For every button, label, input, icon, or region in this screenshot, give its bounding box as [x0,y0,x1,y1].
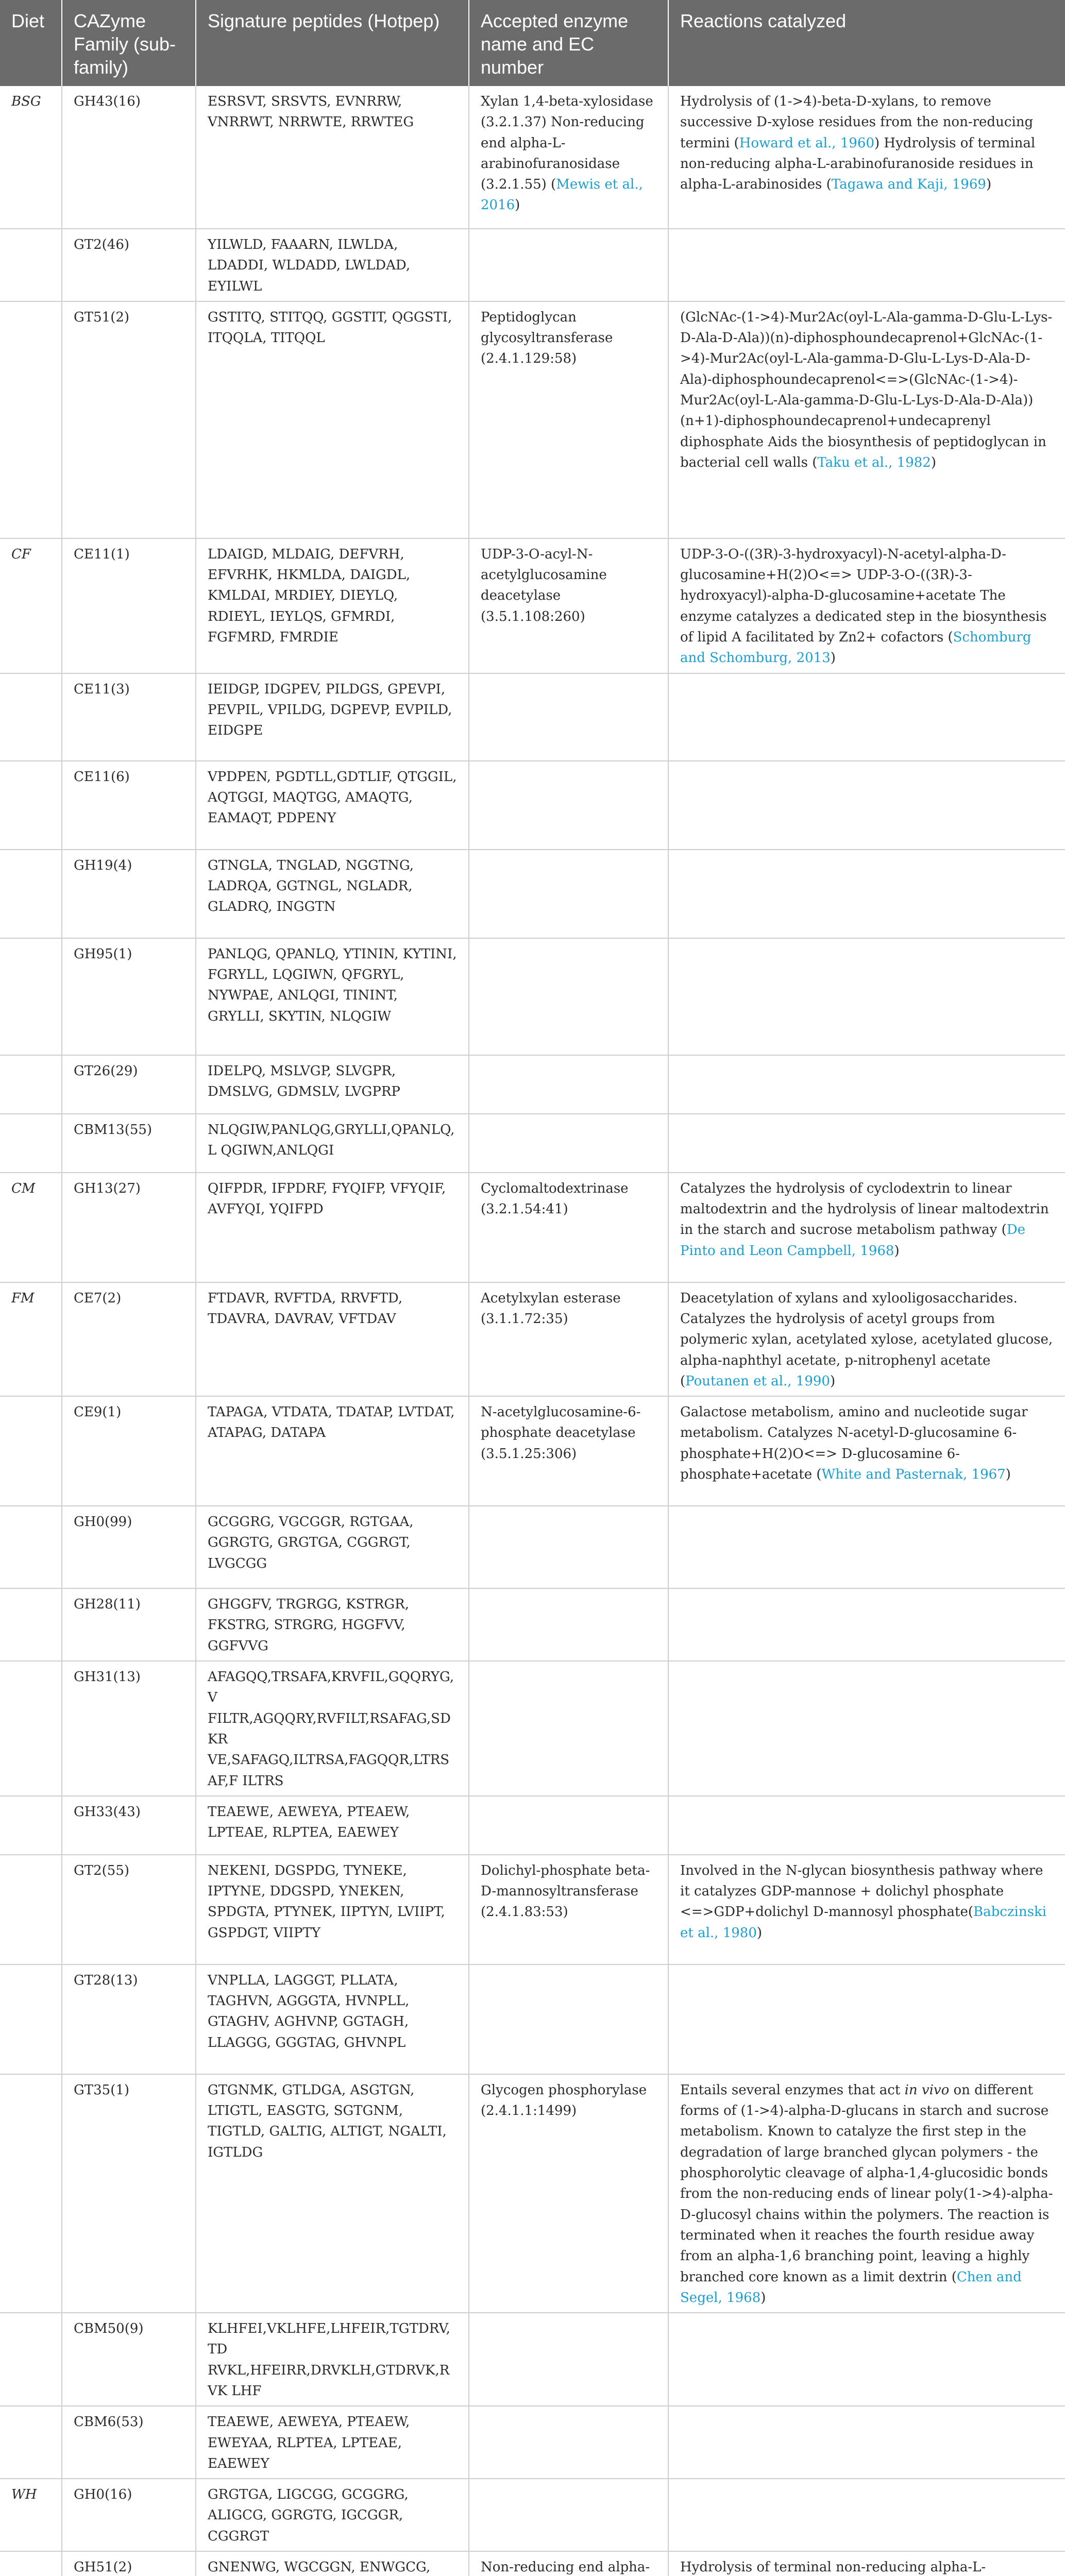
cell-enzyme: Acetylxylan esterase (3.1.1.72:35) [469,1282,668,1396]
cell-diet [0,229,62,301]
cell-family: GH95(1) [62,938,196,1055]
cell-family: CE11(6) [62,761,196,850]
table-row [0,673,1065,761]
cell-family: GT26(29) [62,1055,196,1114]
cell-peptides: IEIDGP, IDGPEV, PILDGS, GPEVPI, PEVPIL, VPILDG, DGPEVP, EVPILD, EIDGPE [196,673,469,761]
cell-enzyme [469,1055,668,1114]
table-header [0,0,1065,86]
cell-reactions [668,1055,1065,1114]
cell-family: CE11(1) [62,538,196,673]
header-diet: Diet [0,0,62,86]
cell-family: CE9(1) [62,1396,196,1506]
cell-family: CBM13(55) [62,1114,196,1173]
cell-diet [0,2551,62,2576]
cell-enzyme: Non-reducing end alpha- [469,2551,668,2576]
table-row [0,2406,1065,2479]
cell-reactions: Involved in the N-glycan biosynthesis pathway where it catalyzes GDP-mannose + dolichyl phosphate <=>GDP+dolichyl D-mannosyl phosphate(Babczinski et al., 1980) [668,1855,1065,1964]
reactions-italic: in vivo [904,2082,950,2098]
cell-reactions: Hydrolysis of (1->4)-beta-D-xylans, to remove successive D-xylose residues from the non-reducing termini (Howard et al., 1960) Hydrolysis of terminal non-reducing alpha-L-arabinofuranoside residues in alpha-L-arabinosides (Tagawa and Kaji, 1969) [668,86,1065,229]
cell-family: GH51(2) [62,2551,196,2576]
header-family: CAZyme Family (sub-family) [62,0,196,86]
table-row [0,2479,1065,2551]
cell-diet [0,938,62,1055]
citation-link[interactable]: White and Pasternak, 1967 [821,1467,1006,1483]
cell-peptides: GTNGLA, TNGLAD, NGGTNG, LADRQA, GGTNGL, NGLADR, GLADRQ, INGGTN [196,850,469,938]
cell-peptides: GSTITQ, STITQQ, GGSTIT, QGGSTI, ITQQLA, TITQQL [196,301,469,538]
cell-peptides: LDAIGD, MLDAIG, DEFVRH, EFVRHK, HKMLDA, DAIGDL, KMLDAI, MRDIEY, DIEYLQ, RDIEYL, IEYLQS, GFMRDI, FGFMRD, FMRDIE [196,538,469,673]
cell-reactions [668,1114,1065,1173]
cell-reactions: Galactose metabolism, amino and nucleotide sugar metabolism. Catalyzes N-acetyl-D-glucosamine 6-phosphate+H(2)O<=> D-glucosamine 6-phosphate+acetate (White and Pasternak, 1967) [668,1396,1065,1506]
cell-reactions [668,2313,1065,2406]
table-row [0,1282,1065,1396]
table-row [0,301,1065,538]
cell-enzyme [469,673,668,761]
cell-diet [0,2074,62,2313]
table-row [0,2551,1065,2576]
cell-peptides: VNPLLA, LAGGGT, PLLATA, TAGHVN, AGGGTA, HVNPLL, GTAGHV, AGHVNP, GGTAGH, LLAGGG, GGGTAG, GHVNPL [196,1964,469,2074]
citation-link[interactable]: Babczinski et al., 1980 [680,1904,1047,1941]
cell-reactions: Hydrolysis of terminal non-reducing alpha-L- [668,2551,1065,2576]
cell-family: GH28(11) [62,1588,196,1661]
citation-link[interactable]: Howard et al., 1960 [739,135,875,151]
cell-family: GH31(13) [62,1661,196,1796]
cell-peptides: NEKENI, DGSPDG, TYNEKE, IPTYNE, DDGSPD, YNEKEN, SPDGTA, PTYNEK, IIPTYN, LVIIPT, GSPDGT, VIIPTY [196,1855,469,1964]
cell-enzyme: Cyclomaltodextrinase (3.2.1.54:41) [469,1173,668,1282]
cell-enzyme [469,1588,668,1661]
cell-reactions [668,850,1065,938]
cell-reactions [668,1506,1065,1588]
cell-family: CBM6(53) [62,2406,196,2479]
cell-peptides: GCGGRG, VGCGGR, RGTGAA, GGRGTG, GRGTGA, CGGRGT, LVGCGG [196,1506,469,1588]
table-row [0,229,1065,301]
cell-reactions [668,1796,1065,1855]
table-row [0,1506,1065,1588]
cell-enzyme [469,1964,668,2074]
cell-diet [0,1588,62,1661]
citation-link[interactable]: Schomburg and Schomburg, 2013 [680,630,1032,666]
cell-enzyme [469,1796,668,1855]
cell-enzyme [469,2313,668,2406]
cell-enzyme: Xylan 1,4-beta-xylosidase (3.2.1.37) Non-reducing end alpha-L-arabinofuranosidase (3.2.1.55) (Mewis et al., 2016) [469,86,668,229]
cell-family: GH0(99) [62,1506,196,1588]
cell-family: CE7(2) [62,1282,196,1396]
cell-peptides: AFAGQQ,TRSAFA,KRVFIL,GQQRYG,V FILTR,AGQQRY,RVFILT,RSAFAG,SDKR VE,SAFAGQ,ILTRSA,FAGQQR,LTRSAF,F ILTRS [196,1661,469,1796]
cell-family: GH33(43) [62,1796,196,1855]
cell-peptides: QIFPDR, IFPDRF, FYQIFP, VFYQIF, AVFYQI, YQIFPD [196,1173,469,1282]
cell-family: GT2(55) [62,1855,196,1964]
cell-peptides: NLQGIW,PANLQG,GRYLLI,QPANLQ,L QGIWN,ANLQGI [196,1114,469,1173]
cell-diet: CF [0,538,62,673]
reactions-text-start: Entails several enzymes that act [680,2082,905,2098]
cell-enzyme [469,761,668,850]
cell-peptides: TAPAGA, VTDATA, TDATAP, LVTDAT, ATAPAG, DATAPA [196,1396,469,1506]
cell-diet [0,1506,62,1588]
cell-diet [0,2406,62,2479]
cell-peptides: KLHFEI,VKLHFE,LHFEIR,TGTDRV,TD RVKL,HFEIRR,DRVKLH,GTDRVK,RVK LHF [196,2313,469,2406]
cell-enzyme: Glycogen phosphorylase (2.4.1.1:1499) [469,2074,668,2313]
cell-reactions [668,1588,1065,1661]
header-row [0,0,1065,86]
table-row [0,2074,1065,2313]
cell-reactions [668,2479,1065,2551]
cell-diet [0,1114,62,1173]
cell-family: GH43(16) [62,86,196,229]
table-row [0,850,1065,938]
cell-enzyme [469,2406,668,2479]
cell-family: GH19(4) [62,850,196,938]
table-row [0,538,1065,673]
cell-diet [0,1796,62,1855]
cell-family: GT28(13) [62,1964,196,2074]
cell-enzyme: Peptidoglycan glycosyltransferase (2.4.1.129:58) [469,301,668,538]
cell-diet [0,1396,62,1506]
cell-peptides: ESRSVT, SRSVTS, EVNRRW, VNRRWT, NRRWTE, RRWTEG [196,86,469,229]
cell-family: GH0(16) [62,2479,196,2551]
cell-reactions: (GlcNAc-(1->4)-Mur2Ac(oyl-L-Ala-gamma-D-Glu-L-Lys-D-Ala-D-Ala))(n)-diphosphoundecaprenol+GlcNAc-(1->4)-Mur2Ac(oyl-L-Ala-gamma-D-Glu-L-Lys-D-Ala-D-Ala)-diphosphoundecaprenol<=>(GlcNAc-(1->4)-Mur2Ac(oyl-L-Ala-gamma-D-Glu-L-Lys-D-Ala-D-Ala))(n+1)-diphosphoundecaprenol+undecaprenyl diphosphate Aids the biosynthesis of peptidoglycan in bacterial cell walls (Taku et al., 1982) [668,301,1065,538]
table-row [0,1055,1065,1114]
cell-diet [0,673,62,761]
cell-reactions [668,938,1065,1055]
cell-enzyme [469,1114,668,1173]
cell-reactions [668,229,1065,301]
cell-reactions: Catalyzes the hydrolysis of cyclodextrin to linear maltodextrin and the hydrolysis of linear maltodextrin in the starch and sucrose metabolism pathway (De Pinto and Leon Campbell, 1968) [668,1173,1065,1282]
header-enzyme: Accepted enzyme name and EC number [469,0,668,86]
cell-peptides: TEAEWE, AEWEYA, PTEAEW, LPTEAE, RLPTEA, EAEWEY [196,1796,469,1855]
cell-reactions [668,2406,1065,2479]
cell-diet [0,850,62,938]
cell-family: GT51(2) [62,301,196,538]
table-row [0,1796,1065,1855]
cell-reactions [668,1964,1065,2074]
table-row [0,1173,1065,1282]
cell-enzyme [469,850,668,938]
cell-diet [0,1661,62,1796]
cell-reactions: UDP-3-O-((3R)-3-hydroxyacyl)-N-acetyl-alpha-D-glucosamine+H(2)O<=> UDP-3-O-((3R)-3-hydroxyacyl)-alpha-D-glucosamine+acetate The enzyme catalyzes a dedicated step in the biosynthesis of lipid A facilitated by Zn2+ cofactors (Schomburg and Schomburg, 2013) [668,538,1065,673]
table-row [0,938,1065,1055]
cell-reactions [668,673,1065,761]
table-row [0,2313,1065,2406]
cell-enzyme [469,1506,668,1588]
cell-diet: FM [0,1282,62,1396]
table-row [0,761,1065,850]
cell-enzyme: Dolichyl-phosphate beta-D-mannosyltransferase (2.4.1.83:53) [469,1855,668,1964]
cell-peptides: FTDAVR, RVFTDA, RRVFTD, TDAVRA, DAVRAV, VFTDAV [196,1282,469,1396]
table-row [0,1114,1065,1173]
table-body [0,86,1065,2576]
cell-enzyme [469,2479,668,2551]
cell-diet: BSG [0,86,62,229]
cell-diet: CM [0,1173,62,1282]
citation-link[interactable]: Mewis et al., 2016 [481,177,643,213]
cell-reactions: Deacetylation of xylans and xylooligosaccharides. Catalyzes the hydrolysis of acetyl groups from polymeric xylan, acetylated xylose, acetylated glucose, alpha-naphthyl acetate, p-nitrophenyl acetate (Poutanen et al., 1990) [668,1282,1065,1396]
cell-diet [0,1964,62,2074]
cell-peptides: GTGNMK, GTLDGA, ASGTGN, LTIGTL, EASGTG, SGTGNM, TIGTLD, GALTIG, ALTIGT, NGALTI, IGTLDG [196,2074,469,2313]
cell-diet [0,2313,62,2406]
reactions-text-end: on different forms of (1->4)-alpha-D-glucans in starch and sucrose metabolism. Known to catalyze the first step in the degradation of large branched glycan polymers - the phosphorolytic cleavage of alpha-1,4-glucosidic bonds from the non-reducing ends of linear poly(1->4)-alpha-D-glucosyl chains within the polymers. The reaction is terminated when it reaches the fourth residue away from an alpha-1,6 branching point, leaving a highly branched core known as a limit dextrin (Chen and Segel, 1968) [680,2082,1053,2306]
cell-enzyme [469,229,668,301]
cell-reactions [668,2074,1065,2313]
citation-link[interactable]: De Pinto and Leon Campbell, 1968 [680,1222,1025,1259]
cell-family: CE11(3) [62,673,196,761]
cell-enzyme: N-acetylglucosamine-6-phosphate deacetylase (3.5.1.25:306) [469,1396,668,1506]
cell-peptides: IDELPQ, MSLVGP, SLVGPR, DMSLVG, GDMSLV, LVGPRP [196,1055,469,1114]
cell-family: GT2(46) [62,229,196,301]
header-reactions: Reactions catalyzed [668,0,1065,86]
header-peptides: Signature peptides (Hotpep) [196,0,469,86]
citation-link[interactable]: Taku et al., 1982 [817,454,931,470]
cell-peptides: PANLQG, QPANLQ, YTININ, KYTINI, FGRYLL, LQGIWN, QFGRYL, NYWPAE, ANLQGI, TININT, GRYLLI, SKYTIN, NLQGIW [196,938,469,1055]
cell-enzyme [469,1661,668,1796]
cell-peptides: YILWLD, FAAARN, ILWLDA, LDADDI, WLDADD, LWLDAD, EYILWL [196,229,469,301]
cell-reactions [668,761,1065,850]
cell-reactions [668,1661,1065,1796]
cell-diet [0,761,62,850]
citation-link[interactable]: Poutanen et al., 1990 [685,1373,830,1389]
table-row [0,1396,1065,1506]
table-row [0,1855,1065,1964]
cell-enzyme [469,938,668,1055]
citation-link[interactable]: Chen and Segel, 1968 [680,2269,1022,2306]
cell-peptides: TEAEWE, AEWEYA, PTEAEW, EWEYAA, RLPTEA, LPTEAE, EAEWEY [196,2406,469,2479]
table-row [0,86,1065,229]
cell-enzyme: UDP-3-O-acyl-N-acetylglucosamine deacetylase (3.5.1.108:260) [469,538,668,673]
cell-diet [0,1855,62,1964]
table-row [0,1964,1065,2074]
table-row [0,1588,1065,1661]
cell-diet [0,301,62,538]
cell-peptides: GHGGFV, TRGRGG, KSTRGR, FKSTRG, STRGRG, HGGFVV, GGFVVG [196,1588,469,1661]
cell-family: CBM50(9) [62,2313,196,2406]
cell-peptides: GRGTGA, LIGCGG, GCGGRG, ALIGCG, GGRGTG, IGCGGR, CGGRGT [196,2479,469,2551]
cell-peptides: VPDPEN, PGDTLL,GDTLIF, QTGGIL, AQTGGI, MAQTGG, AMAQTG, EAMAQT, PDPENY [196,761,469,850]
cell-family: GT35(1) [62,2074,196,2313]
cell-diet [0,1055,62,1114]
cell-peptides: GNENWG, WGCGGN, ENWGCG, [196,2551,469,2576]
cell-diet: WH [0,2479,62,2551]
table-row [0,1661,1065,1796]
cell-family: GH13(27) [62,1173,196,1282]
citation-link[interactable]: Tagawa and Kaji, 1969 [831,177,986,193]
